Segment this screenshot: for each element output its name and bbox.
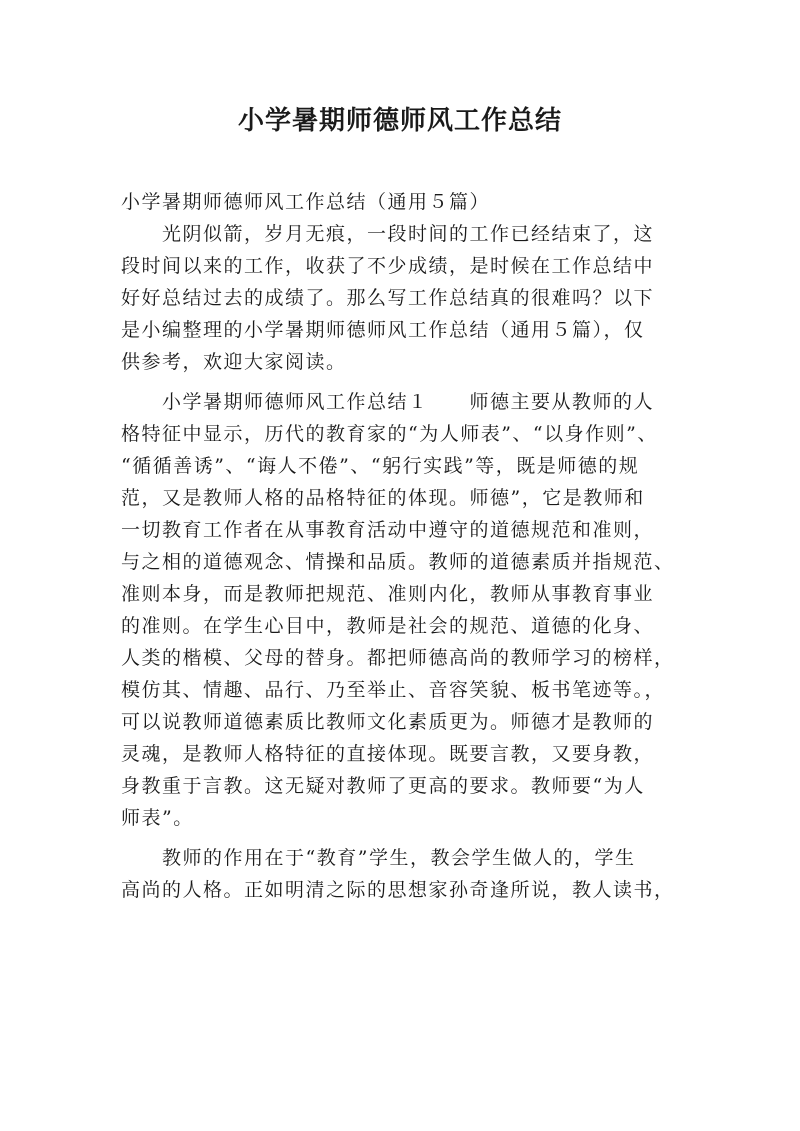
text-line: 小学暑期师德师风工作总结１ 师德主要从教师的人 xyxy=(162,391,655,413)
text-line: 格特征中显示，历代的教育家的“为人师表”、“以身作则”、 xyxy=(121,423,658,445)
text-line: 准则本身，而是教师把规范、准则内化，教师从事教育事业 xyxy=(121,583,655,605)
paragraph-gap xyxy=(121,378,681,386)
text-line: 的准则。在学生心目中，教师是社会的规范、道德的化身、 xyxy=(121,615,655,637)
text-line: 一切教育工作者在从事教育活动中遵守的道德规范和准则， xyxy=(121,519,655,541)
paragraph-gap xyxy=(121,834,681,842)
document-title: 小学暑期师德师风工作总结 xyxy=(237,106,562,136)
text-line: 高尚的人格。正如明清之际的思想家孙奇逢所说，教人读书， xyxy=(121,879,675,901)
text-line: 人类的楷模、父母的替身。都把师德高尚的教师学习的榜样， xyxy=(121,647,675,669)
text-line: 灵魂，是教师人格特征的直接体现。既要言教，又要身教， xyxy=(121,743,655,765)
text-line: 是小编整理的小学暑期师德师风工作总结（通用５篇），仅 xyxy=(121,319,645,341)
text-line: 与之相的道德观念、情操和品质。教师的道德素质并指规范、 xyxy=(121,551,675,573)
text-line: 供参考，欢迎大家阅读。 xyxy=(121,351,347,373)
text-line: 模仿其、情趣、品行、乃至举止、音容笑貌、板书笔迹等。， xyxy=(121,679,666,701)
text-line: 小学暑期师德师风工作总结（通用５篇） xyxy=(121,191,491,213)
text-line: 身教重于言教。这无疑对教师了更高的要求。教师要“为人 xyxy=(121,775,645,797)
text-line: 好好总结过去的成绩了。那么写工作总结真的很难吗？以下 xyxy=(121,287,655,309)
text-line: 教师的作用在于“教育”学生，教会学生做人的，学生 xyxy=(162,847,636,869)
text-line: 光阴似箭，岁月无痕，一段时间的工作已经结束了，这 xyxy=(162,223,655,245)
text-line: 师表”。 xyxy=(121,807,194,829)
text-line: 范，又是教师人格的品格特征的体现。师德”，它是教师和 xyxy=(121,487,645,509)
document-body xyxy=(121,186,681,906)
text-line: “循循善诱”、“诲人不倦”、“躬行实践”等，既是师德的规 xyxy=(121,455,640,477)
text-line: 段时间以来的工作，收获了不少成绩，是时候在工作总结中 xyxy=(121,255,655,277)
text-line: 可以说教师道德素质比教师文化素质更为。师德才是教师的 xyxy=(121,711,655,733)
